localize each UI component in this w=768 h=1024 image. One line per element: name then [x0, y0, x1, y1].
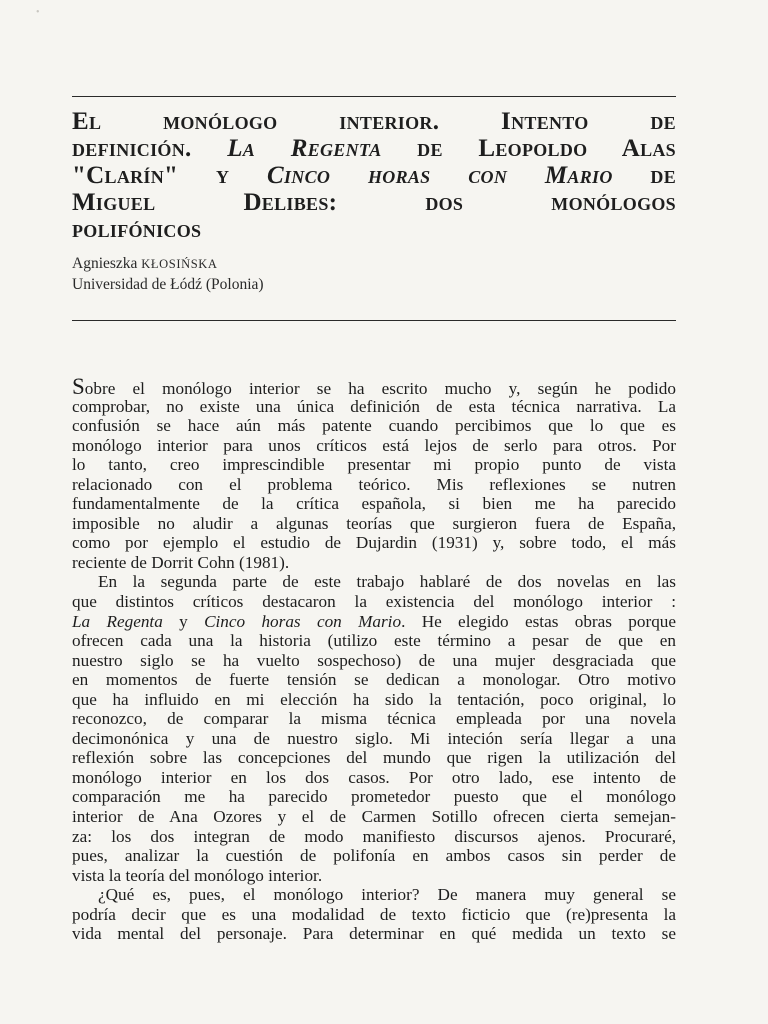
p1-line-4: monólogo interior para unos críticos está lejos de serlo para otros. Por: [72, 435, 676, 455]
p1-line-2: comprobar, no existe una única definición de esta técnica narrativa. La: [72, 396, 676, 416]
article-title: [72, 108, 676, 243]
p2-line-6: en momentos de fuerte tensión se dedican a monologar. Otro motivo: [72, 670, 676, 690]
p2-line-10: reflexión sobre las concepciones del mundo que rigen la utilización del: [72, 748, 676, 768]
title-line-3-text-a: "Clarín" y: [72, 162, 268, 189]
scan-mark-icon: •: [36, 7, 40, 18]
title-line-1: [72, 108, 676, 135]
p2-line-13: interior de Ana Ozores y el de Carmen Sotillo ofrecen cierta semejan-: [72, 807, 676, 827]
article-body: [72, 374, 677, 944]
title-line-3: [72, 162, 676, 189]
work-title-cinco-horas: Cinco horas con Mario: [204, 611, 402, 631]
p2-line-12: comparación me ha parecido prometedor puesto que el monólogo: [72, 787, 676, 807]
p1-line-1: [72, 374, 676, 399]
title-line-1-text: El monólogo interior. Intento de: [72, 108, 676, 135]
title-line-5: [72, 216, 676, 243]
p2-line-8: reconozco, de comparar la misma técnica empleada por una novela: [72, 709, 676, 729]
author-name: [72, 254, 218, 274]
bottom-rule: [72, 320, 676, 321]
work-title-la-regenta: La Regenta: [72, 611, 163, 631]
p2-line-3: [72, 612, 676, 632]
p3-line-1: ¿Qué es, pues, el monólogo interior? De manera muy general se: [98, 885, 676, 905]
p2-line-4: ofrecen cada una la historia (utilizo este término a pesar de que en: [72, 631, 676, 651]
author-affiliation: Universidad de Łódź (Polonia): [72, 276, 264, 293]
title-line-2-text-c: de Leopoldo Alas: [381, 135, 676, 162]
title-line-2: [72, 135, 676, 162]
p2-line-15: pues, analizar la cuestión de polifonía en ambos casos sin perder de: [72, 846, 676, 866]
p2-line-9: decimonónica y una de nuestro siglo. Mi inteción sería llegar a una: [72, 728, 676, 748]
p1-line-9: como por ejemplo el estudio de Dujardin (1931) y, sobre todo, el más: [72, 533, 676, 553]
p1-line-5: lo tanto, creo imprescindible presentar mi propio punto de vista: [72, 455, 676, 475]
p2-line-3-rest: . He elegido estas obras porque: [401, 611, 677, 631]
p2-line-14: za: los dos integran de modo manifiesto discursos ajenos. Procuraré,: [72, 826, 676, 846]
p2-line-1: En la segunda parte de este trabajo hablaré de dos novelas en las: [98, 572, 676, 592]
author-last-name: KŁOSIŃSKA: [141, 257, 218, 271]
p3-line-3: vida mental del personaje. Para determinar en qué medida un texto se: [72, 924, 676, 944]
p1-line-6: relacionado con el problema teórico. Mis reflexiones se nutren: [72, 474, 676, 494]
author-first-name: Agnieszka: [72, 255, 138, 272]
p2-line-16: vista la teoría del monólogo interior.: [72, 865, 323, 885]
title-line-4-text: Miguel Delibes: dos monólogos: [72, 189, 676, 216]
p3-line-2: podría decir que es una modalidad de texto ficticio que (re)presenta la: [72, 904, 676, 924]
top-rule: [72, 96, 676, 97]
p2-line-3-conj: y: [162, 611, 205, 631]
drop-cap: S: [72, 374, 85, 399]
title-work-cinco-horas: Cinco horas con Mario: [267, 162, 613, 189]
p1-line-3: confusión se hace aún más patente cuando percibimos que lo que es: [72, 416, 676, 436]
p1-line-8: imposible no aludir a algunas teorías que surgieron fuera de España,: [72, 513, 676, 533]
p2-line-7: que ha influido en mi elección ha sido la tentación, poco original, lo: [72, 689, 676, 709]
title-line-2-text-a: definición.: [72, 135, 228, 162]
p1-line-1-text: obre el monólogo interior se ha escrito mucho y, según he podido: [84, 379, 676, 398]
title-line-3-text-c: de: [612, 162, 676, 189]
p1-line-7: fundamentalmente de la crítica española, si bien me ha parecido: [72, 494, 676, 514]
p2-line-11: monólogo interior en los dos casos. Por otro lado, ese intento de: [72, 767, 676, 787]
title-line-4: [72, 189, 676, 216]
p1-line-10: reciente de Dorrit Cohn (1981).: [72, 552, 290, 572]
p2-line-5: nuestro siglo se ha vuelto sospechoso) de una mujer desgraciada que: [72, 650, 676, 670]
title-work-la-regenta: La Regenta: [227, 135, 382, 162]
p2-line-2: que distintos críticos destacaron la existencia del monólogo interior :: [72, 592, 676, 612]
title-line-5-text: polifónicos: [72, 216, 202, 243]
